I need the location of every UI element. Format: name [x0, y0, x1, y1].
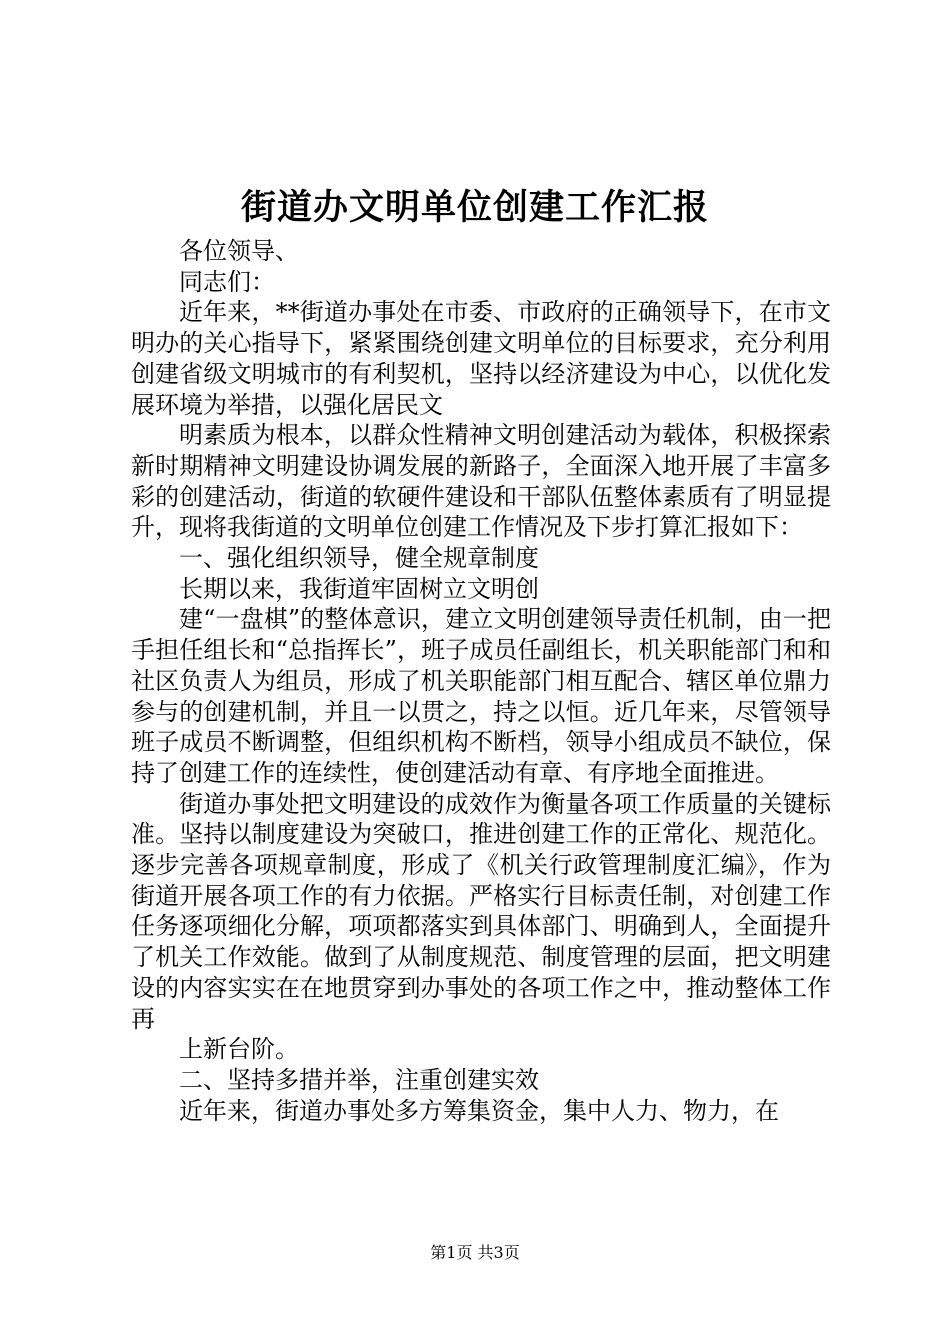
page-number-footer: 第1页 共3页	[430, 1243, 520, 1262]
section-heading: 二、坚持多措并举，注重创建实效	[179, 1065, 539, 1094]
section-heading: 一、强化组织领导，健全规章制度	[179, 544, 539, 573]
body-paragraph: 近年来，街道办事处多方筹集资金，集中人力、物力，在	[179, 1096, 779, 1125]
body-paragraph: 长期以来，我街道牢固树立文明创	[179, 574, 539, 603]
body-paragraph: 近年来，**街道办事处在市委、市政府的正确领导下，在市文明办的关心指导下，紧紧围绕创建文明单位的目标要求，充分利用创建省级文明城市的有利契机，坚持以经济建设为中心，以优化发展环境为举措，以强化居民文	[131, 298, 831, 419]
body-paragraph: 街道办事处把文明建设的成效作为衡量各项工作质量的关键标准。坚持以制度建设为突破口，推进创建工作的正常化、规范化。逐步完善各项规章制度，形成了《机关行政管理制度汇编》，作为街道开展各项工作的有力依据。严格实行目标责任制，对创建工作任务逐项细化分解，项项都落实到具体部门、明确到人，全面提升了机关工作效能。做到了从制度规范、制度管理的层面，把文明建设的内容实实在在地贯穿到办事处的各项工作之中，推动整体工作再	[131, 789, 831, 1033]
document-title: 街道办文明单位创建工作汇报	[240, 187, 709, 228]
body-paragraph: 建“一盘棋”的整体意识，建立文明创建领导责任机制，由一把手担任组长和“总指挥长”，班子成员任副组长，机关职能部门和和社区负责人为组员，形成了机关职能部门相互配合、辖区单位鼎力参与的创建机制，并且一以贯之，持之以恒。近几年来，尽管领导班子成员不断调整，但组织机构不断档，领导小组成员不缺位，保持了创建工作的连续性，使创建活动有章、有序地全面推进。	[131, 605, 831, 787]
body-paragraph: 明素质为根本，以群众性精神文明创建活动为载体，积极探索新时期精神文明建设协调发展的新路子，全面深入地开展了丰富多彩的创建活动，街道的软硬件建设和干部队伍整体素质有了明显提升，现将我街道的文明单位创建工作情况及下步打算汇报如下：	[131, 421, 831, 542]
body-paragraph: 上新台阶。	[179, 1035, 299, 1064]
salutation-line: 各位领导、	[179, 237, 299, 265]
salutation-line: 同志们：	[179, 267, 275, 296]
document-body	[131, 236, 831, 1126]
